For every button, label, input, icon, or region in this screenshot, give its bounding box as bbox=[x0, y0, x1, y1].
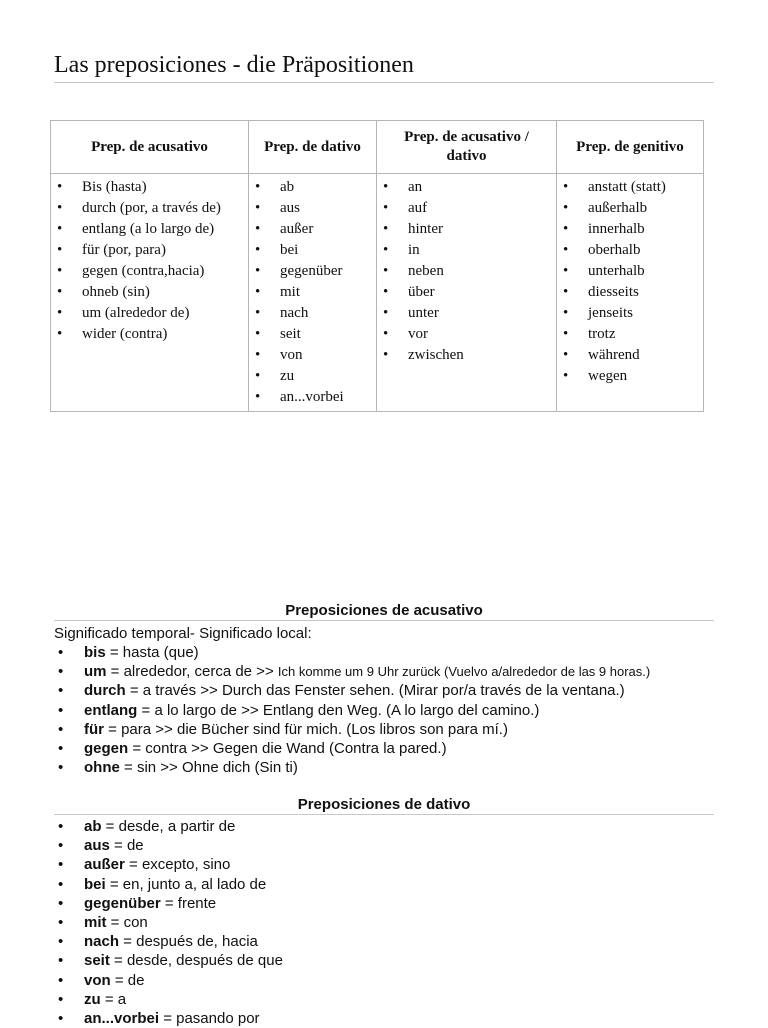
column-genitivo bbox=[557, 174, 704, 412]
column-acusativo-dativo bbox=[377, 174, 557, 412]
list-item: • außerhalb bbox=[557, 198, 703, 219]
term: außer bbox=[84, 856, 125, 874]
list-item: • über bbox=[377, 282, 556, 303]
list-item bbox=[54, 701, 734, 720]
list-item bbox=[54, 681, 734, 700]
term: entlang bbox=[84, 701, 138, 719]
term: ab bbox=[84, 818, 102, 835]
header-acusativo-dativo: Prep. de acusativo / dativo bbox=[377, 121, 557, 174]
term: durch bbox=[84, 682, 126, 700]
list-item bbox=[54, 758, 734, 777]
definition: = pasando por bbox=[159, 1010, 260, 1028]
term: an...vorbei bbox=[84, 1010, 160, 1028]
term: gegen bbox=[84, 740, 129, 758]
table-row bbox=[51, 174, 704, 412]
list-item: • diesseits bbox=[557, 282, 703, 303]
list-item: • jenseits bbox=[557, 303, 703, 324]
definition: = desde, después de que bbox=[109, 952, 283, 970]
term: ohne bbox=[84, 759, 120, 777]
list-item: • innerhalb bbox=[557, 219, 703, 240]
list-item: • hinter bbox=[377, 219, 556, 240]
list-item: • von bbox=[249, 345, 376, 366]
list-item bbox=[54, 971, 734, 990]
list-item: • für (por, para) bbox=[51, 240, 248, 261]
column-dativo bbox=[249, 174, 377, 412]
definition: = contra >> Gegen die Wand (Contra la pared.) bbox=[128, 740, 447, 758]
definition: = después de, hacia bbox=[119, 933, 258, 951]
term: für bbox=[84, 720, 104, 738]
header-dativo: Prep. de dativo bbox=[249, 121, 377, 174]
definition: = de bbox=[110, 971, 145, 989]
definition: = alrededor, cerca de >> bbox=[106, 663, 278, 681]
header-genitivo: Prep. de genitivo bbox=[557, 121, 704, 174]
list-item: • anstatt (statt) bbox=[557, 177, 703, 198]
heading-dativo: Preposiciones de dativo bbox=[54, 796, 714, 815]
list-item bbox=[54, 932, 734, 951]
list-item: • ohneb (sin) bbox=[51, 282, 248, 303]
definition: = a lo largo de >> Entlang den Weg. (A lo largo del camino.) bbox=[137, 701, 540, 719]
definition: = frente bbox=[160, 894, 217, 912]
list-item bbox=[54, 739, 734, 758]
list-item bbox=[54, 1009, 734, 1028]
definition: = excepto, sino bbox=[124, 856, 231, 874]
list-item: • um (alrededor de) bbox=[51, 303, 248, 324]
prepositions-table bbox=[50, 120, 704, 412]
list-item: • vor bbox=[377, 324, 556, 345]
term: um bbox=[84, 663, 107, 681]
page-title: Las preposiciones - die Präpositionen bbox=[54, 52, 714, 83]
list-item: • ab bbox=[249, 177, 376, 198]
acusativo-list bbox=[54, 643, 734, 777]
term: bei bbox=[84, 875, 106, 893]
list-item: • Bis (hasta) bbox=[51, 177, 248, 198]
list-item: • wider (contra) bbox=[51, 324, 248, 345]
definition: = sin >> Ohne dich (Sin ti) bbox=[119, 759, 298, 777]
definition: = de bbox=[109, 837, 144, 855]
list-item: • aus bbox=[249, 198, 376, 219]
list-item: • trotz bbox=[557, 324, 703, 345]
header-acusativo: Prep. de acusativo bbox=[51, 121, 249, 174]
list-item: • zwischen bbox=[377, 345, 556, 366]
definition: = con bbox=[106, 914, 148, 932]
table-header-row bbox=[51, 121, 704, 174]
list-item: • unter bbox=[377, 303, 556, 324]
list-acusativo-dativo bbox=[377, 177, 556, 366]
example: Ich komme um 9 Uhr zurück (Vuelvo a/alrededor de las 9 horas.) bbox=[277, 664, 651, 680]
list-item: • an bbox=[377, 177, 556, 198]
list-item bbox=[54, 643, 734, 662]
list-item: • an...vorbei bbox=[249, 387, 376, 408]
intro-text: Significado temporal- Significado local: bbox=[54, 625, 312, 642]
definition: = en, junto a, al lado de bbox=[105, 875, 267, 893]
list-item: • außer bbox=[249, 219, 376, 240]
definition: = a bbox=[100, 990, 127, 1008]
list-item bbox=[54, 855, 734, 874]
definition: = para >> die Bücher sind für mich. (Los libros son para mí.) bbox=[104, 720, 508, 738]
term: aus bbox=[84, 837, 110, 855]
list-item bbox=[54, 720, 734, 739]
list-genitivo bbox=[557, 177, 703, 387]
list-item: • seit bbox=[249, 324, 376, 345]
list-item bbox=[54, 875, 734, 894]
list-item bbox=[54, 951, 734, 970]
list-item: • gegenüber bbox=[249, 261, 376, 282]
list-dativo bbox=[249, 177, 376, 408]
list-item bbox=[54, 836, 734, 855]
list-item bbox=[54, 913, 734, 932]
definition: = hasta (que) bbox=[105, 644, 199, 661]
list-item: • oberhalb bbox=[557, 240, 703, 261]
section-dativo bbox=[54, 817, 734, 1028]
term: von bbox=[84, 971, 111, 989]
term: seit bbox=[84, 952, 110, 970]
list-item: • entlang (a lo largo de) bbox=[51, 219, 248, 240]
list-item: • wegen bbox=[557, 366, 703, 387]
list-acusativo bbox=[51, 177, 248, 345]
definition: = a través >> Durch das Fenster sehen. (Mirar por/a través de la ventana.) bbox=[125, 682, 625, 700]
list-item: • bei bbox=[249, 240, 376, 261]
definition: = desde, a partir de bbox=[101, 818, 236, 835]
list-item: • zu bbox=[249, 366, 376, 387]
list-item bbox=[54, 817, 734, 836]
list-item: • gegen (contra,hacia) bbox=[51, 261, 248, 282]
list-item: • unterhalb bbox=[557, 261, 703, 282]
column-acusativo bbox=[51, 174, 249, 412]
list-item: • neben bbox=[377, 261, 556, 282]
term: zu bbox=[84, 990, 101, 1008]
section-acusativo bbox=[54, 624, 734, 777]
list-item: • mit bbox=[249, 282, 376, 303]
list-item: • in bbox=[377, 240, 556, 261]
dativo-list bbox=[54, 817, 734, 1028]
list-item: • während bbox=[557, 345, 703, 366]
term: nach bbox=[84, 933, 120, 951]
list-item bbox=[54, 894, 734, 913]
heading-acusativo: Preposiciones de acusativo bbox=[54, 602, 714, 621]
list-item: • auf bbox=[377, 198, 556, 219]
term: gegenüber bbox=[84, 894, 161, 912]
term: mit bbox=[84, 914, 107, 932]
list-item bbox=[54, 990, 734, 1009]
list-item: • nach bbox=[249, 303, 376, 324]
list-item bbox=[54, 662, 734, 681]
list-item: • durch (por, a través de) bbox=[51, 198, 248, 219]
term: bis bbox=[84, 644, 106, 661]
